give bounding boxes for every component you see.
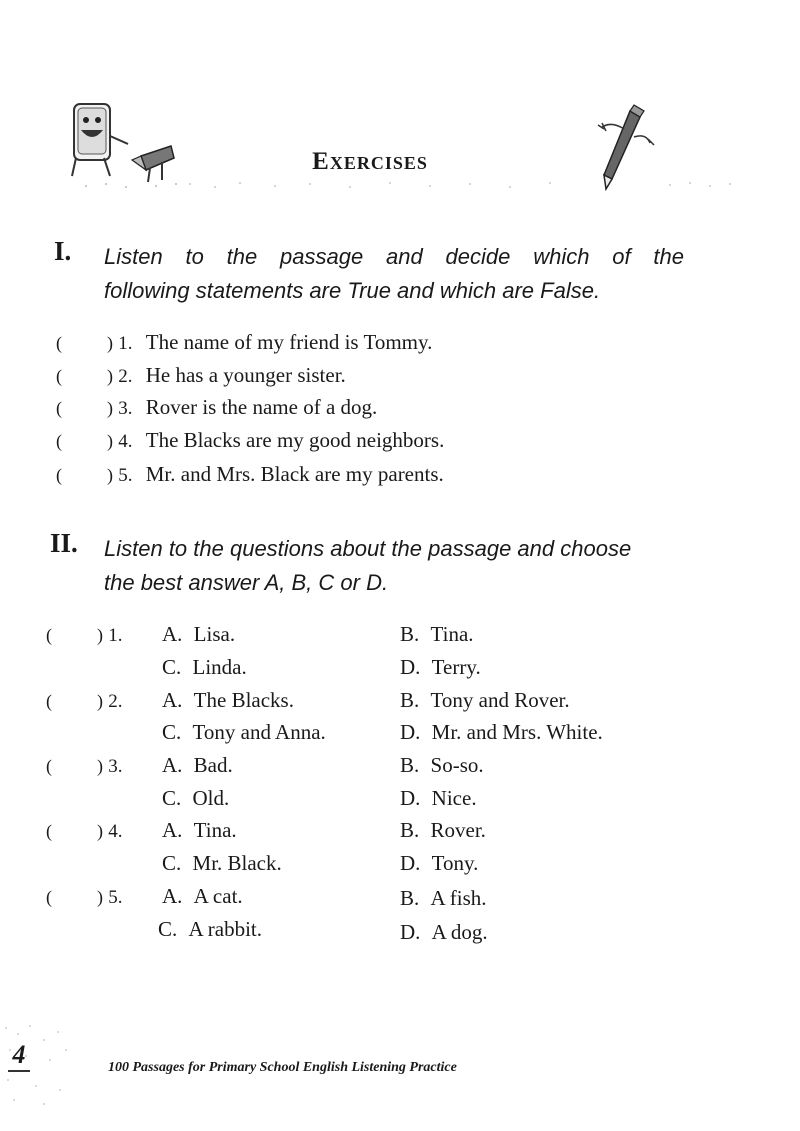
statement-text: The Blacks are my good neighbors. [145,428,445,452]
answer-blank[interactable]: ( ) [46,691,103,711]
option-d: D. Nice. [400,786,477,810]
option-a: A. A cat. [162,884,243,908]
option-c: C. A rabbit. [158,917,263,941]
list-item [56,424,444,458]
answer-blank[interactable]: ( ) [46,756,103,776]
book-title-footer: 100 Passages for Primary School English Listening Practice [108,1060,457,1075]
question-number: 1. [108,625,123,646]
section-1-instruction-line-1: Listen to the passage and decide which of the [104,244,684,269]
option-d: D. A dog. [400,920,488,944]
option-a: A. Bad. [162,753,233,777]
item-number: 3. [118,398,133,419]
list-item [56,326,432,360]
answer-blank[interactable]: ( ) [46,887,103,907]
header-speckle-divider-right [660,178,740,192]
section-1-instruction-line-2: following statements are True and which are False. [104,278,601,303]
section-2-instruction-line-1: Listen to the questions about the passage and choose [104,536,632,561]
option-a: A. The Blacks. [162,688,294,712]
question-number: 3. [108,756,123,777]
option-b: B. So-so. [400,753,484,777]
statement-text: He has a younger sister. [145,363,346,387]
option-b: B. Tony and Rover. [400,688,570,712]
list-item [46,814,123,848]
item-number: 1. [118,333,133,354]
statement-text: Rover is the name of a dog. [145,395,378,419]
question-number: 4. [108,821,123,842]
option-a: A. Tina. [162,818,237,842]
list-item [46,684,123,718]
answer-blank[interactable]: ( ) [46,821,103,841]
list-item [46,880,123,914]
option-c: C. Old. [162,786,230,810]
option-c: C. Mr. Black. [162,851,282,875]
item-number: 4. [118,431,133,452]
item-number: 5. [118,465,133,486]
answer-blank[interactable]: ( ) [56,431,113,451]
option-c: C. Linda. [162,655,247,679]
option-b: B. Rover. [400,818,486,842]
list-item [46,618,123,652]
answer-blank[interactable]: ( ) [56,366,113,386]
option-b: B. Tina. [400,622,474,646]
statement-text: Mr. and Mrs. Black are my parents. [145,462,444,486]
answer-blank[interactable]: ( ) [56,465,113,485]
list-item [56,391,377,425]
item-number: 2. [118,366,133,387]
option-d: D. Mr. and Mrs. White. [400,720,603,744]
option-b: B. A fish. [400,886,487,910]
option-d: D. Tony. [400,851,479,875]
statement-text: The name of my friend is Tommy. [145,330,433,354]
section-1-numeral: I. [54,236,72,266]
smiling-notebook-cartoon-icon [66,98,186,192]
answer-blank[interactable]: ( ) [56,398,113,418]
section-2-instruction-line-2: the best answer A, B, C or D. [104,570,389,595]
list-item [56,458,444,492]
option-d: D. Terry. [400,655,481,679]
question-number: 5. [108,887,123,908]
page-title: Exercises [312,148,428,175]
question-number: 2. [108,691,123,712]
answer-blank[interactable]: ( ) [56,333,113,353]
page-number: 4 [8,1040,30,1072]
option-a: A. Lisa. [162,622,236,646]
section-2-numeral: II. [50,528,78,558]
list-item [56,359,346,393]
list-item [46,749,123,783]
option-c: C. Tony and Anna. [162,720,326,744]
header-speckle-divider [180,178,580,192]
answer-blank[interactable]: ( ) [46,625,103,645]
